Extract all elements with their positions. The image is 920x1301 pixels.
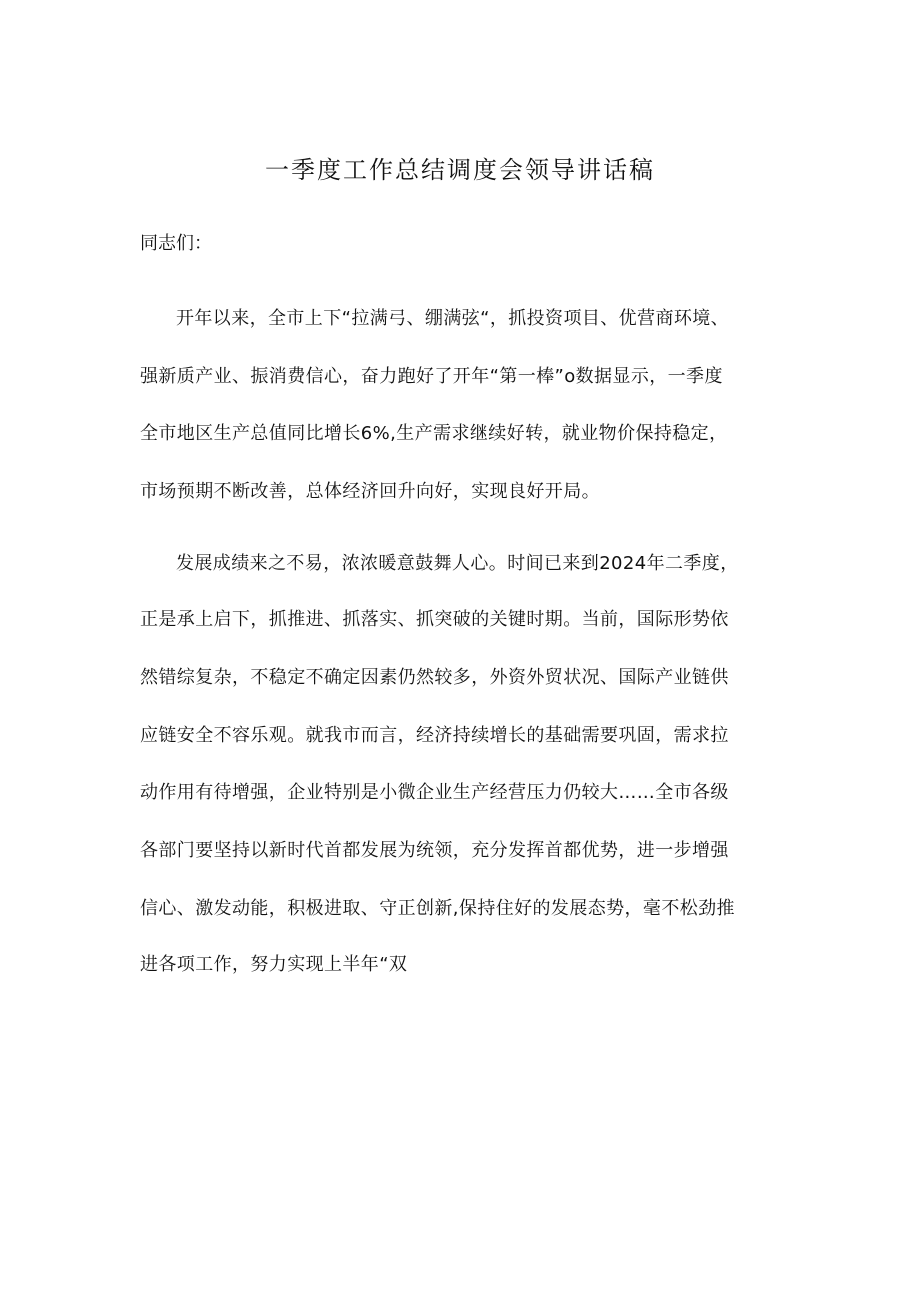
document-title: 一季度工作总结调度会领导讲话稿	[265, 156, 655, 184]
paragraph-1-line-2: 强新质产业、振消费信心，奋力跑好了开年“第一棒”o数据显示，一季度	[140, 366, 723, 387]
paragraph-2-line-8: 进各项工作，努力实现上半年“双	[140, 954, 408, 975]
paragraph-2-line-7: 信心、激发动能，积极进取、守正创新,保持住好的发展态势，毫不松劲推	[140, 898, 735, 919]
paragraph-2-line-5: 动作用有待增强，企业特别是小微企业生产经营压力仍较大……全市各级	[140, 782, 729, 803]
paragraph-1-line-1: 开年以来，全市上下“拉满弓、绷满弦“，抓投资项目、优营商环境、	[176, 308, 730, 329]
paragraph-2-line-2: 正是承上启下，抓推进、抓落实、抓突破的关键时期。当前，国际形势依	[140, 609, 729, 630]
paragraph-2-line-3: 然错综复杂，不稳定不确定因素仍然较多，外资外贸状况、国际产业链供	[140, 667, 729, 688]
paragraph-2-line-6: 各部门要坚持以新时代首都发展为统领，充分发挥首都优势，进一步增强	[140, 840, 729, 861]
paragraph-1-line-3: 全市地区生产总值同比增长6%,生产需求继续好转，就业物价保持稳定，	[140, 423, 728, 444]
paragraph-1-line-4: 市场预期不断改善，总体经济回升向好，实现良好开局。	[140, 481, 600, 502]
paragraph-2-line-1: 发展成绩来之不易，浓浓暖意鼓舞人心。时间已来到2024年二季度，	[176, 553, 739, 574]
paragraph-2-line-4: 应链安全不容乐观。就我市而言，经济持续增长的基础需要巩固，需求拉	[140, 725, 729, 746]
greeting: 同志们：	[140, 233, 212, 254]
